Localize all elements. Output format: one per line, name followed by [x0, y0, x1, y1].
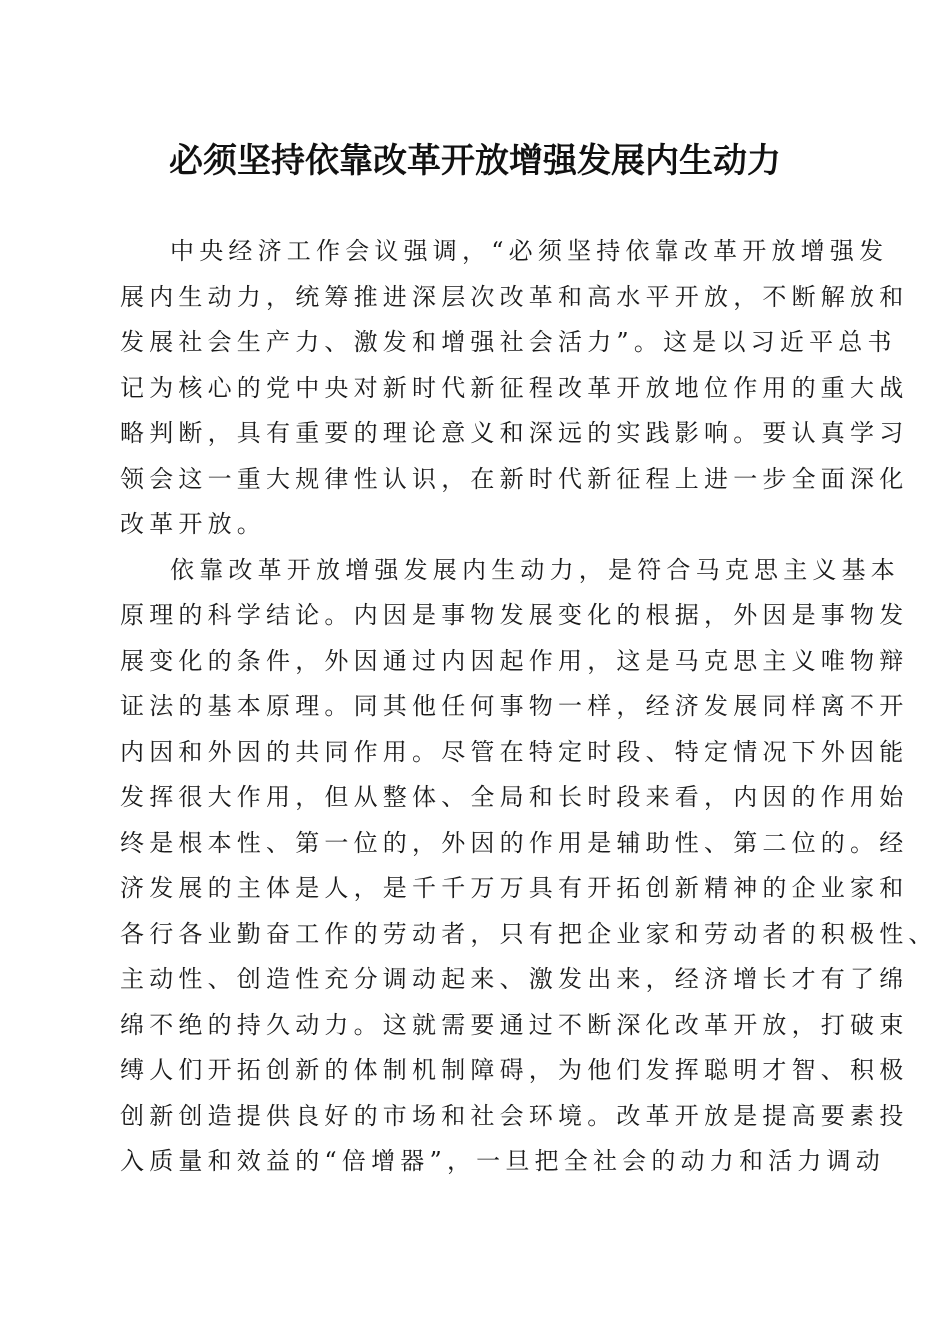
- text-line: 终是根本性、第一位的，外因的作用是辅助性、第二位的。经: [120, 828, 909, 857]
- text-line: 依靠改革开放增强发展内生动力，是符合马克思主义基本: [170, 555, 900, 584]
- text-line: 中央经济工作会议强调，“必须坚持依靠改革开放增强发: [170, 237, 889, 265]
- text-line: 济发展的主体是人，是千千万万具有开拓创新精神的企业家和: [120, 874, 909, 902]
- text-line: 证法的基本原理。同其他任何事物一样，经济发展同样离不开: [120, 692, 909, 720]
- text-line: 展变化的条件，外因通过内因起作用，这是马克思主义唯物辩: [120, 646, 909, 675]
- text-line: 主动性、创造性充分调动起来、激发出来，经济增长才有了绵: [120, 965, 909, 993]
- text-line: 发挥很大作用，但从整体、全局和长时段来看，内因的作用始: [120, 783, 909, 811]
- text-line: 缚人们开拓创新的体制机制障碍，为他们发挥聪明才智、积极: [120, 1056, 909, 1084]
- text-line: 发展社会生产力、激发和增强社会活力”。这是以习近平总书: [120, 328, 897, 356]
- paragraph-1: [120, 229, 909, 548]
- paragraph-2: [120, 548, 938, 1185]
- text-line: 记为核心的党中央对新时代新征程改革开放地位作用的重大战: [120, 373, 909, 402]
- text-line: 展内生动力，统筹推进深层次改革和高水平开放，不断解放和: [120, 282, 909, 311]
- text-line: 改革开放。: [120, 510, 266, 538]
- text-line: 原理的科学结论。内因是事物发展变化的根据，外因是事物发: [120, 601, 909, 629]
- text-line: 内因和外因的共同作用。尽管在特定时段、特定情况下外因能: [120, 737, 909, 766]
- text-line: 创新创造提供良好的市场和社会环境。改革开放是提高要素投: [120, 1101, 909, 1130]
- text-line: 略判断，具有重要的理论意义和深远的实践影响。要认真学习: [120, 419, 909, 447]
- text-line: 绵不绝的持久动力。这就需要通过不断深化改革开放，打破束: [120, 1010, 909, 1039]
- text-line: 各行各业勤奋工作的劳动者，只有把企业家和劳动者的积极性、: [120, 919, 938, 948]
- text-line: 领会这一重大规律性认识，在新时代新征程上进一步全面深化: [120, 464, 909, 493]
- text-line: 入质量和效益的“倍增器”，一旦把全社会的动力和活力调动: [120, 1147, 885, 1175]
- document-title: 必须坚持依靠改革开放增强发展内生动力: [169, 141, 781, 181]
- document-body: [120, 229, 938, 1185]
